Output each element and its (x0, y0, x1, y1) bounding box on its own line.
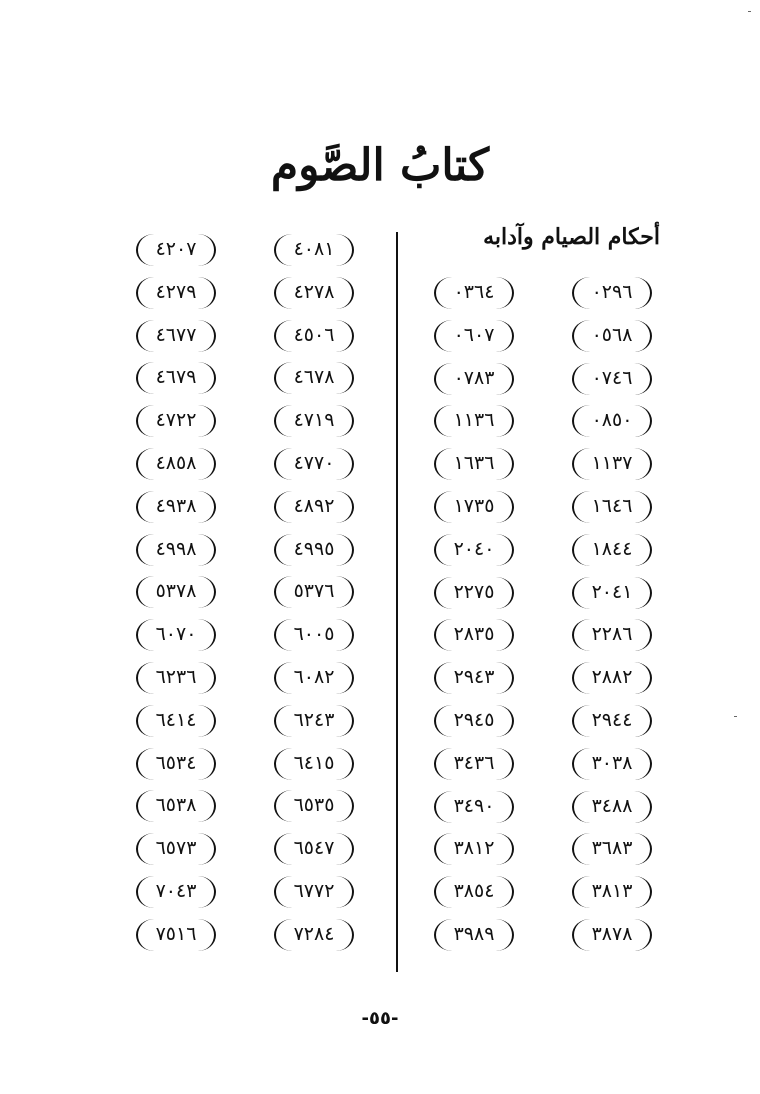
hadith-number: ٠٧٤٦ (572, 363, 652, 395)
hadith-number: ٤٩٩٨ (136, 534, 216, 566)
hadith-number: ٦٢٣٦ (136, 662, 216, 694)
hadith-number: ٢٨٨٢ (572, 662, 652, 694)
hadith-number: ٤٩٩٥ (274, 534, 354, 566)
hadith-number: ٥٣٧٨ (136, 576, 216, 608)
hadith-number: ٦٥٧٣ (136, 833, 216, 865)
hadith-number: ٧٠٤٣ (136, 876, 216, 908)
hadith-number: ٤٨٩٢ (274, 491, 354, 523)
hadith-number: ٤٧١٩ (274, 405, 354, 437)
scan-speck (748, 11, 751, 12)
hadith-number: ٤٦٧٩ (136, 362, 216, 394)
hadith-number: ١١٣٧ (572, 448, 652, 480)
hadith-number: ٠٨٥٠ (572, 405, 652, 437)
hadith-number: ٤٠٨١ (274, 234, 354, 266)
hadith-number: ٦٥٤٧ (274, 833, 354, 865)
hadith-number: ٢٩٤٥ (434, 705, 514, 737)
hadith-number: ٦٤١٥ (274, 748, 354, 780)
hadith-number: ٤٦٧٧ (136, 320, 216, 352)
hadith-number: ٣٨٧٨ (572, 919, 652, 951)
hadith-number: ١١٣٦ (434, 405, 514, 437)
hadith-number: ٣٠٣٨ (572, 748, 652, 780)
hadith-number: ٦٥٣٨ (136, 790, 216, 822)
column-divider (396, 232, 398, 972)
hadith-number: ١٦٤٦ (572, 491, 652, 523)
hadith-number: ٤٨٥٨ (136, 448, 216, 480)
hadith-number: ٣٤٨٨ (572, 791, 652, 823)
chapter-title: كتابُ الصَّوم (270, 140, 490, 191)
hadith-number: ٢٩٤٤ (572, 705, 652, 737)
hadith-number: ٤٢٠٧ (136, 234, 216, 266)
hadith-number: ٦٠٨٢ (274, 662, 354, 694)
hadith-number: ٢٨٣٥ (434, 619, 514, 651)
hadith-number: ٣٤٣٦ (434, 748, 514, 780)
hadith-number: ٥٣٧٦ (274, 576, 354, 608)
hadith-number: ٣٨٥٤ (434, 876, 514, 908)
hadith-number: ٢٢٨٦ (572, 619, 652, 651)
hadith-number: ٦٥٣٥ (274, 790, 354, 822)
hadith-number: ٠٧٨٣ (434, 363, 514, 395)
hadith-number: ٤٧٧٠ (274, 448, 354, 480)
hadith-number: ٢٠٤١ (572, 577, 652, 609)
hadith-number: ٤٢٧٨ (274, 277, 354, 309)
hadith-number: ٠٥٦٨ (572, 320, 652, 352)
hadith-number: ٣٦٨٣ (572, 833, 652, 865)
hadith-number: ١٧٣٥ (434, 491, 514, 523)
hadith-number: ٤٦٧٨ (274, 362, 354, 394)
section-heading: أحكام الصيام وآدابه (483, 224, 660, 250)
hadith-number: ٠٦٠٧ (434, 320, 514, 352)
hadith-number: ٣٨١٢ (434, 833, 514, 865)
hadith-number: ٤٥٠٦ (274, 320, 354, 352)
scan-speck (734, 716, 737, 717)
hadith-number: ٦٠٠٥ (274, 619, 354, 651)
hadith-number: ٦٧٧٢ (274, 876, 354, 908)
hadith-number: ٢٢٧٥ (434, 577, 514, 609)
hadith-number: ٠٣٦٤ (434, 277, 514, 309)
hadith-number: ٠٢٩٦ (572, 277, 652, 309)
hadith-number: ٣٤٩٠ (434, 791, 514, 823)
hadith-number: ٦٤١٤ (136, 705, 216, 737)
hadith-number: ٢٠٤٠ (434, 534, 514, 566)
hadith-number: ٤٩٣٨ (136, 491, 216, 523)
hadith-number: ٧٢٨٤ (274, 919, 354, 951)
hadith-number: ٤٧٢٢ (136, 405, 216, 437)
hadith-number: ٧٥١٦ (136, 919, 216, 951)
hadith-number: ٦٥٣٤ (136, 748, 216, 780)
hadith-number: ٤٢٧٩ (136, 277, 216, 309)
hadith-number: ٢٩٤٣ (434, 662, 514, 694)
hadith-number: ١٦٣٦ (434, 448, 514, 480)
page-number: -٥٥- (361, 1008, 399, 1029)
hadith-number: ٦٢٤٣ (274, 705, 354, 737)
hadith-number: ٣٩٨٩ (434, 919, 514, 951)
hadith-number: ٣٨١٣ (572, 876, 652, 908)
hadith-number: ١٨٤٤ (572, 534, 652, 566)
hadith-number: ٦٠٧٠ (136, 619, 216, 651)
